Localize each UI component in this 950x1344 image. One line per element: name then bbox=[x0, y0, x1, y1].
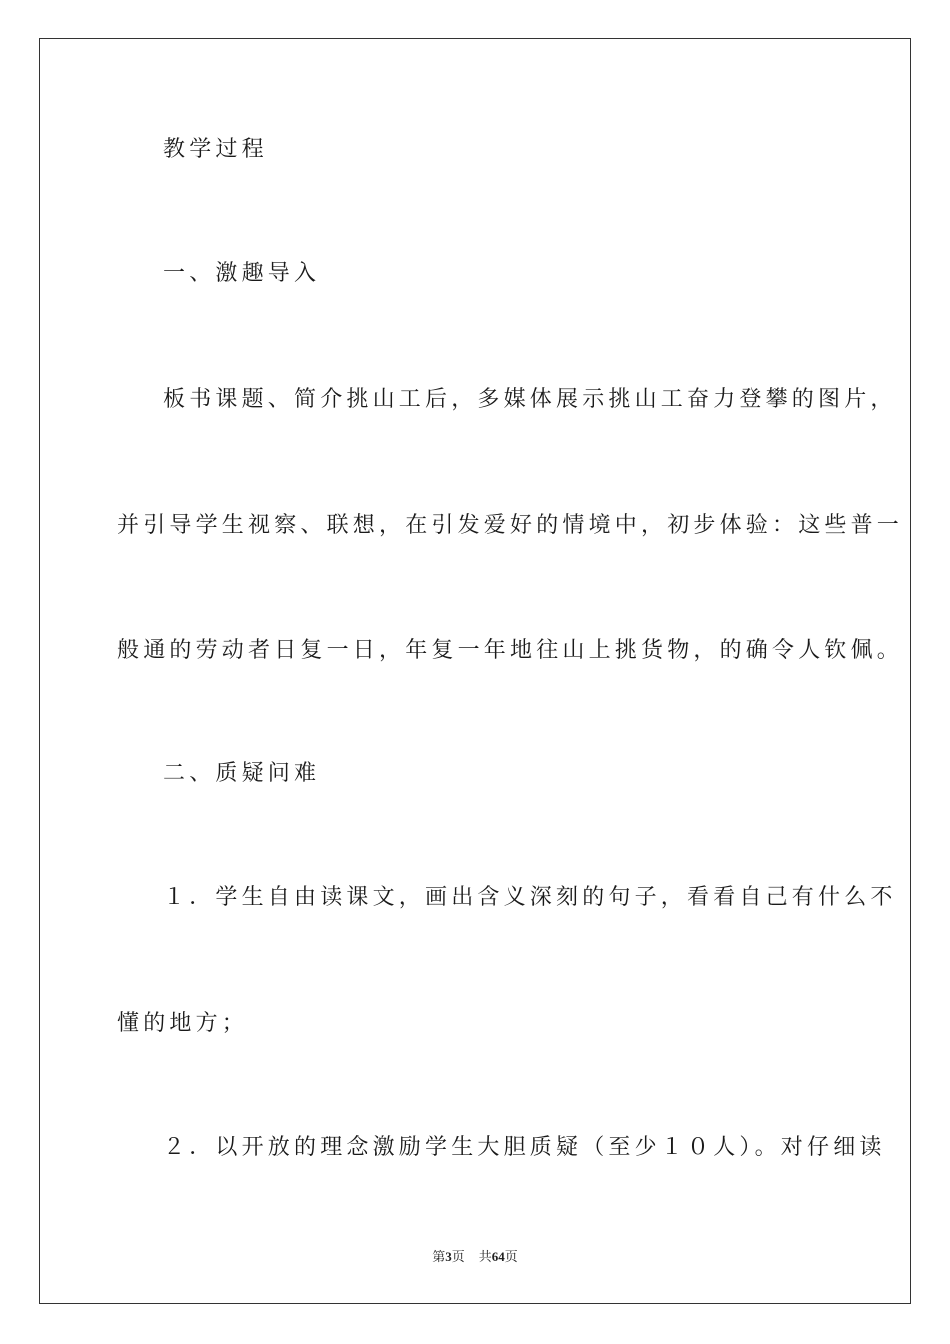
heading-questions: 二、质疑问难 bbox=[163, 761, 321, 786]
page-border bbox=[39, 38, 911, 1304]
paragraph-line-3: 般通的劳动者日复一日，年复一年地往山上挑货物，的确令人钦佩。 bbox=[117, 638, 904, 663]
list-item-2-line-1: ２．以开放的理念激励学生大胆质疑（至少１０人）。对仔细读 bbox=[163, 1135, 886, 1160]
paragraph-line-1: 板书课题、简介挑山工后，多媒体展示挑山工奋力登攀的图片， bbox=[163, 387, 897, 412]
section-title-teaching-process: 教学过程 bbox=[163, 137, 268, 162]
footer-total-pages: 64 bbox=[491, 1249, 505, 1264]
heading-intro: 一、激趣导入 bbox=[163, 261, 321, 286]
footer-page-suffix: 页 bbox=[451, 1249, 465, 1264]
list-item-1-line-2: 懂的地方； bbox=[117, 1011, 249, 1036]
footer-page-number: 3 bbox=[445, 1249, 452, 1264]
page-footer bbox=[0, 1248, 950, 1266]
paragraph-line-2: 并引导学生视察、联想，在引发爱好的情境中，初步体验：这些普一 bbox=[117, 513, 904, 538]
footer-total-suffix: 页 bbox=[504, 1249, 518, 1264]
list-item-1-line-1: １．学生自由读课文，画出含义深刻的句子，看看自己有什么不 bbox=[163, 885, 897, 910]
footer-page-prefix: 第 bbox=[432, 1249, 446, 1264]
footer-total-prefix: 共 bbox=[478, 1249, 492, 1264]
